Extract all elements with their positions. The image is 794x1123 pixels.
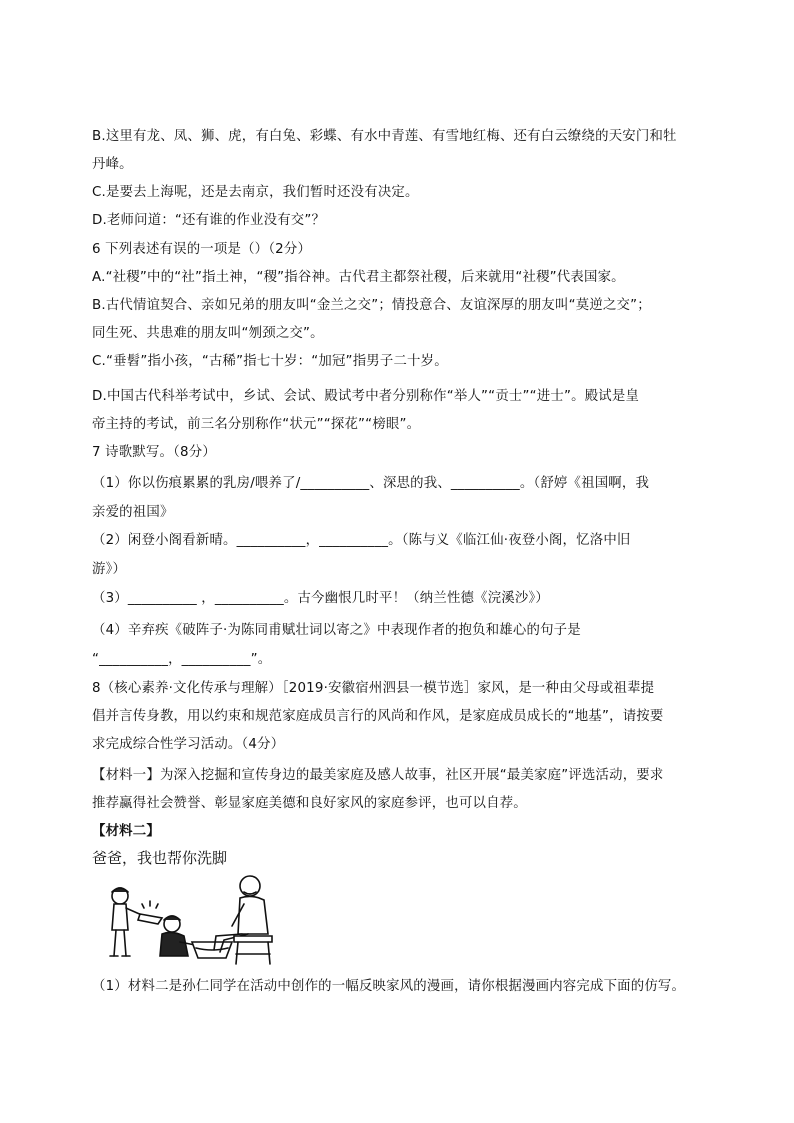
text-line: 同生死、共患难的朋友叫“刎颈之交”。: [92, 326, 324, 341]
text-line: 游》）: [92, 562, 127, 577]
text-line: D.老师问道：“还有谁的作业没有交”？: [92, 213, 326, 228]
text-line: （3）__________ ，__________。古今幽恨几时平！（纳兰性德《浣溪沙》）: [92, 591, 549, 606]
text-line: C.是要去上海呢，还是去南京，我们暂时还没有决定。: [92, 185, 419, 200]
text-line: （4）辛弃疾《破阵子·为陈同甫赋壮词以寄之》中表现作者的抱负和雄心的句子是: [92, 623, 581, 638]
question-8-heading: 8（核心素养·文化传承与理解）［2019·安徽宿州泗县一模节选］家风，是一种由父母或祖辈提: [92, 681, 655, 696]
cartoon-caption: 爸爸，我也帮你洗脚: [92, 849, 228, 867]
text-line: 倡并言传身教，用以约束和规范家庭成员言行的风尚和作风，是家庭成员成长的“地基”，请按要: [92, 709, 664, 724]
text-line: 求完成综合性学习活动。（4分）: [92, 737, 285, 752]
text-line: B.古代情谊契合、亲如兄弟的朋友叫“金兰之交”；情投意合、友谊深厚的朋友叫“莫逆之交”；: [92, 298, 651, 313]
text-line: B.这里有龙、凤、狮、虎，有白兔、彩蝶、有水中青莲、有雪地红梅、还有白云缭绕的天安门和牡: [92, 129, 677, 144]
text-line: （1）你以伤痕累累的乳房/喂养了/__________、深思的我、__________。（舒婷《祖国啊，我: [92, 476, 650, 491]
text-line: 丹峰。: [92, 157, 133, 172]
text-line: （2）闲登小阁看新晴。__________，__________。（陈与义《临江仙·夜登小阁，忆洛中旧: [92, 533, 631, 548]
text-line: 亲爱的祖国》: [92, 505, 174, 520]
text-line: （1）材料二是孙仁同学在活动中创作的一幅反映家风的漫画，请你根据漫画内容完成下面的仿写。: [92, 979, 686, 994]
text-line: 【材料一】为深入挖掘和宣传身边的最美家庭及感人故事，社区开展“最美家庭”评选活动，要求: [92, 768, 664, 783]
question-6-heading: 6 下列表述有误的一项是（）（2分）: [92, 242, 312, 257]
text-line: D.中国古代科举考试中，乡试、会试、殿试考中者分别称作“举人”“贡士”“进士”。殿试是皇: [92, 389, 640, 404]
family-cartoon-illustration: [92, 838, 292, 970]
text-line: “__________，__________”。: [92, 652, 272, 667]
question-7-heading: 7 诗歌默写。（8分）: [92, 445, 216, 460]
text-line: C.“垂髫”指小孩，“古稀”指七十岁：“加冠”指男子二十岁。: [92, 354, 448, 369]
text-line: 帝主持的考试，前三名分别称作“状元”“探花”“榜眼”。: [92, 417, 421, 432]
text-line: A.“社稷”中的“社”指土神，“稷”指谷神。古代君主都祭社稷，后来就用“社稷”代表国家。: [92, 270, 625, 285]
text-line: 推荐赢得社会赞誉、彰显家庭美德和良好家风的家庭参评，也可以自荐。: [92, 796, 527, 811]
material-2-heading: 【材料二】: [92, 824, 160, 839]
